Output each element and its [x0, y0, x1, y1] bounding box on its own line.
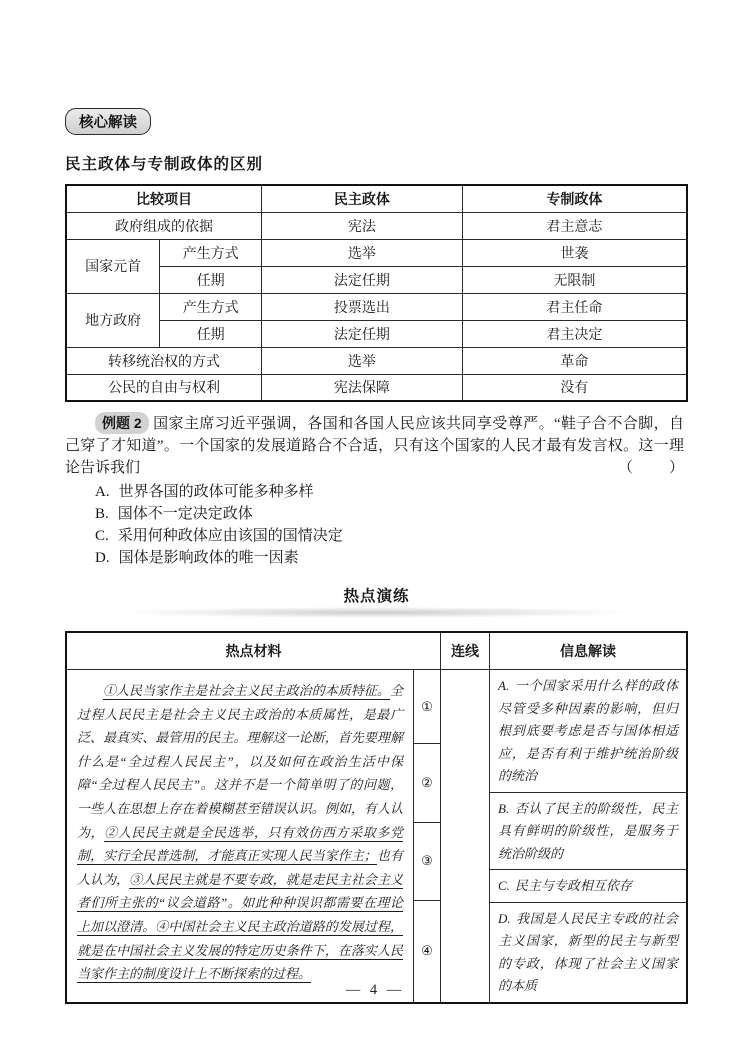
column-header-democratic: 民主政体	[262, 185, 463, 212]
example-label: 例题 2	[95, 412, 149, 434]
comparison-table	[65, 184, 688, 402]
table-header-row	[66, 185, 687, 212]
hotspot-heading: 热点演练	[343, 588, 410, 605]
interpretation-cell	[490, 670, 686, 792]
example-text: 国家主席习近平强调，各国和各国人民应该共同享受尊严。“鞋子合不合脚，自己穿了才知道”。一个国家的发展道路合不合适，只有这个国家的人民才最有发言权。这一理论告诉我们	[65, 416, 684, 476]
heading-shadow	[125, 607, 628, 618]
table-cell: 任期	[160, 266, 262, 293]
connect-cell	[440, 670, 489, 1002]
marker-cell: ④	[414, 900, 440, 1002]
table-cell: 君主意志	[462, 212, 687, 239]
table-cell: 君主任命	[462, 293, 687, 320]
underlined-segment: ②人民民主就是全民选举，只有效仿西方采取多党制，实行全民普选制，才能真正实现人民当家作主；	[77, 824, 403, 864]
option-text: 国体不一定决定政体	[117, 506, 253, 522]
interpretation-text: 一个国家采用什么样的政体尽管受多种因素的影响，但归根到底要考虑是否与国体相适应，是否有利于维护统治阶级的统治	[498, 678, 678, 783]
interpretation-text: 民主与专政相互依存	[514, 878, 632, 893]
table-cell: 地方政府	[66, 293, 160, 347]
table-row	[66, 239, 687, 266]
option-text: 采用何种政体应由该国的国情决定	[117, 528, 343, 544]
column-header-comparison-item: 比较项目	[66, 185, 262, 212]
column-header-connect: 连线	[440, 633, 489, 670]
marker-cell: ②	[414, 743, 440, 822]
option-label: A.	[95, 484, 110, 500]
core-interpretation-badge: 核心解读	[65, 108, 151, 135]
answer-bracket: （ ）	[617, 460, 686, 476]
table-cell: 选举	[262, 347, 463, 374]
page-number: — 4 —	[345, 982, 405, 998]
table-cell: 宪法	[262, 212, 463, 239]
table-row	[66, 347, 687, 374]
interpretation-column	[489, 670, 686, 1002]
interpretation-label: B.	[498, 800, 510, 816]
table-cell: 没有	[462, 374, 687, 401]
table-cell: 君主决定	[462, 320, 687, 347]
hotspot-table	[65, 631, 688, 1004]
material-text	[77, 679, 403, 986]
table-cell: 法定任期	[262, 266, 463, 293]
material-cell	[67, 670, 413, 1002]
interpretation-label: D.	[498, 910, 511, 926]
option-label: C.	[95, 528, 109, 544]
interpretation-text: 否认了民主的阶级性，民主具有鲜明的阶级性，是服务于统治阶级的	[498, 800, 678, 861]
interpretation-cell	[490, 869, 686, 902]
plain-segment: 全过程人民民主是社会主义民主政治的本质属性，是最广泛、最真实、最管用的民主。理解这一论断，首先要理解什么是“全过程人民民主”，以及如何在政治生活中保障“全过程人民民主”。这并不是一个简单明了的问题，一些人在思想上存在着模糊甚至错误认识。例如，有人认为，	[77, 683, 403, 840]
example-question-text	[65, 412, 688, 479]
marker-cell: ①	[421, 698, 433, 714]
table-cell: 宪法保障	[262, 374, 463, 401]
table-cell: 转移统治权的方式	[66, 347, 262, 374]
option-label: D.	[95, 550, 110, 566]
option-text: 世界各国的政体可能多种多样	[118, 484, 314, 500]
table-row	[66, 266, 687, 293]
table-row	[66, 212, 687, 239]
table-cell: 革命	[462, 347, 687, 374]
table-cell: 公民的自由与权利	[66, 374, 262, 401]
marker-column	[413, 670, 440, 1002]
interpretation-label: A.	[498, 678, 510, 693]
column-header-material: 热点材料	[67, 633, 440, 670]
underlined-segment: ①人民当家作主是社会主义民主政治的本质特征。	[103, 683, 390, 698]
underlined-segment: 如此种种误识都需要在理论上加以澄清。	[77, 895, 403, 934]
option-item	[95, 547, 688, 569]
table-cell: 政府组成的依据	[66, 212, 262, 239]
column-header-interpretation: 信息解读	[489, 633, 686, 670]
table-cell: 无限制	[462, 266, 687, 293]
table-cell: 产生方式	[160, 293, 262, 320]
interpretation-label: C.	[498, 878, 510, 893]
underlined-segment: ③人民民主就是不要专政，就是走民主社会主义者们所主张的“议会道路”。	[77, 871, 403, 911]
table-row	[66, 320, 687, 347]
options-list	[95, 481, 688, 569]
table-cell: 投票选出	[262, 293, 463, 320]
table-cell: 国家元首	[66, 239, 160, 293]
table-cell: 产生方式	[160, 239, 262, 266]
option-label: B.	[95, 506, 109, 522]
interpretation-cell	[490, 792, 686, 870]
interpretation-text: 我国是人民民主专政的社会主义国家，新型的民主与新型的专政，体现了社会主义国家的本质	[498, 910, 678, 993]
table-cell: 任期	[160, 320, 262, 347]
comparison-table-body	[66, 212, 687, 401]
section-title: 民主政体与专制政体的区别	[65, 156, 264, 173]
table-row	[66, 374, 687, 401]
underlined-segment: ④中国社会主义民主政治道路的发展过程，就是在中国社会主义发展的特定历史条件下，在落实人民当家作主的制度设计上不断探索的过程。	[77, 918, 403, 982]
option-item	[95, 503, 688, 525]
option-item	[95, 525, 688, 547]
table-cell: 世袭	[462, 239, 687, 266]
table-cell: 选举	[262, 239, 463, 266]
option-text: 国体是影响政体的唯一因素	[118, 550, 299, 566]
marker-cell: ③	[414, 822, 440, 900]
table-cell: 法定任期	[262, 320, 463, 347]
plain-segment: 也有人认为，	[77, 848, 403, 887]
example-question	[65, 412, 688, 569]
column-header-autocratic: 专制政体	[462, 185, 687, 212]
option-item	[95, 481, 688, 503]
table-row	[66, 293, 687, 320]
